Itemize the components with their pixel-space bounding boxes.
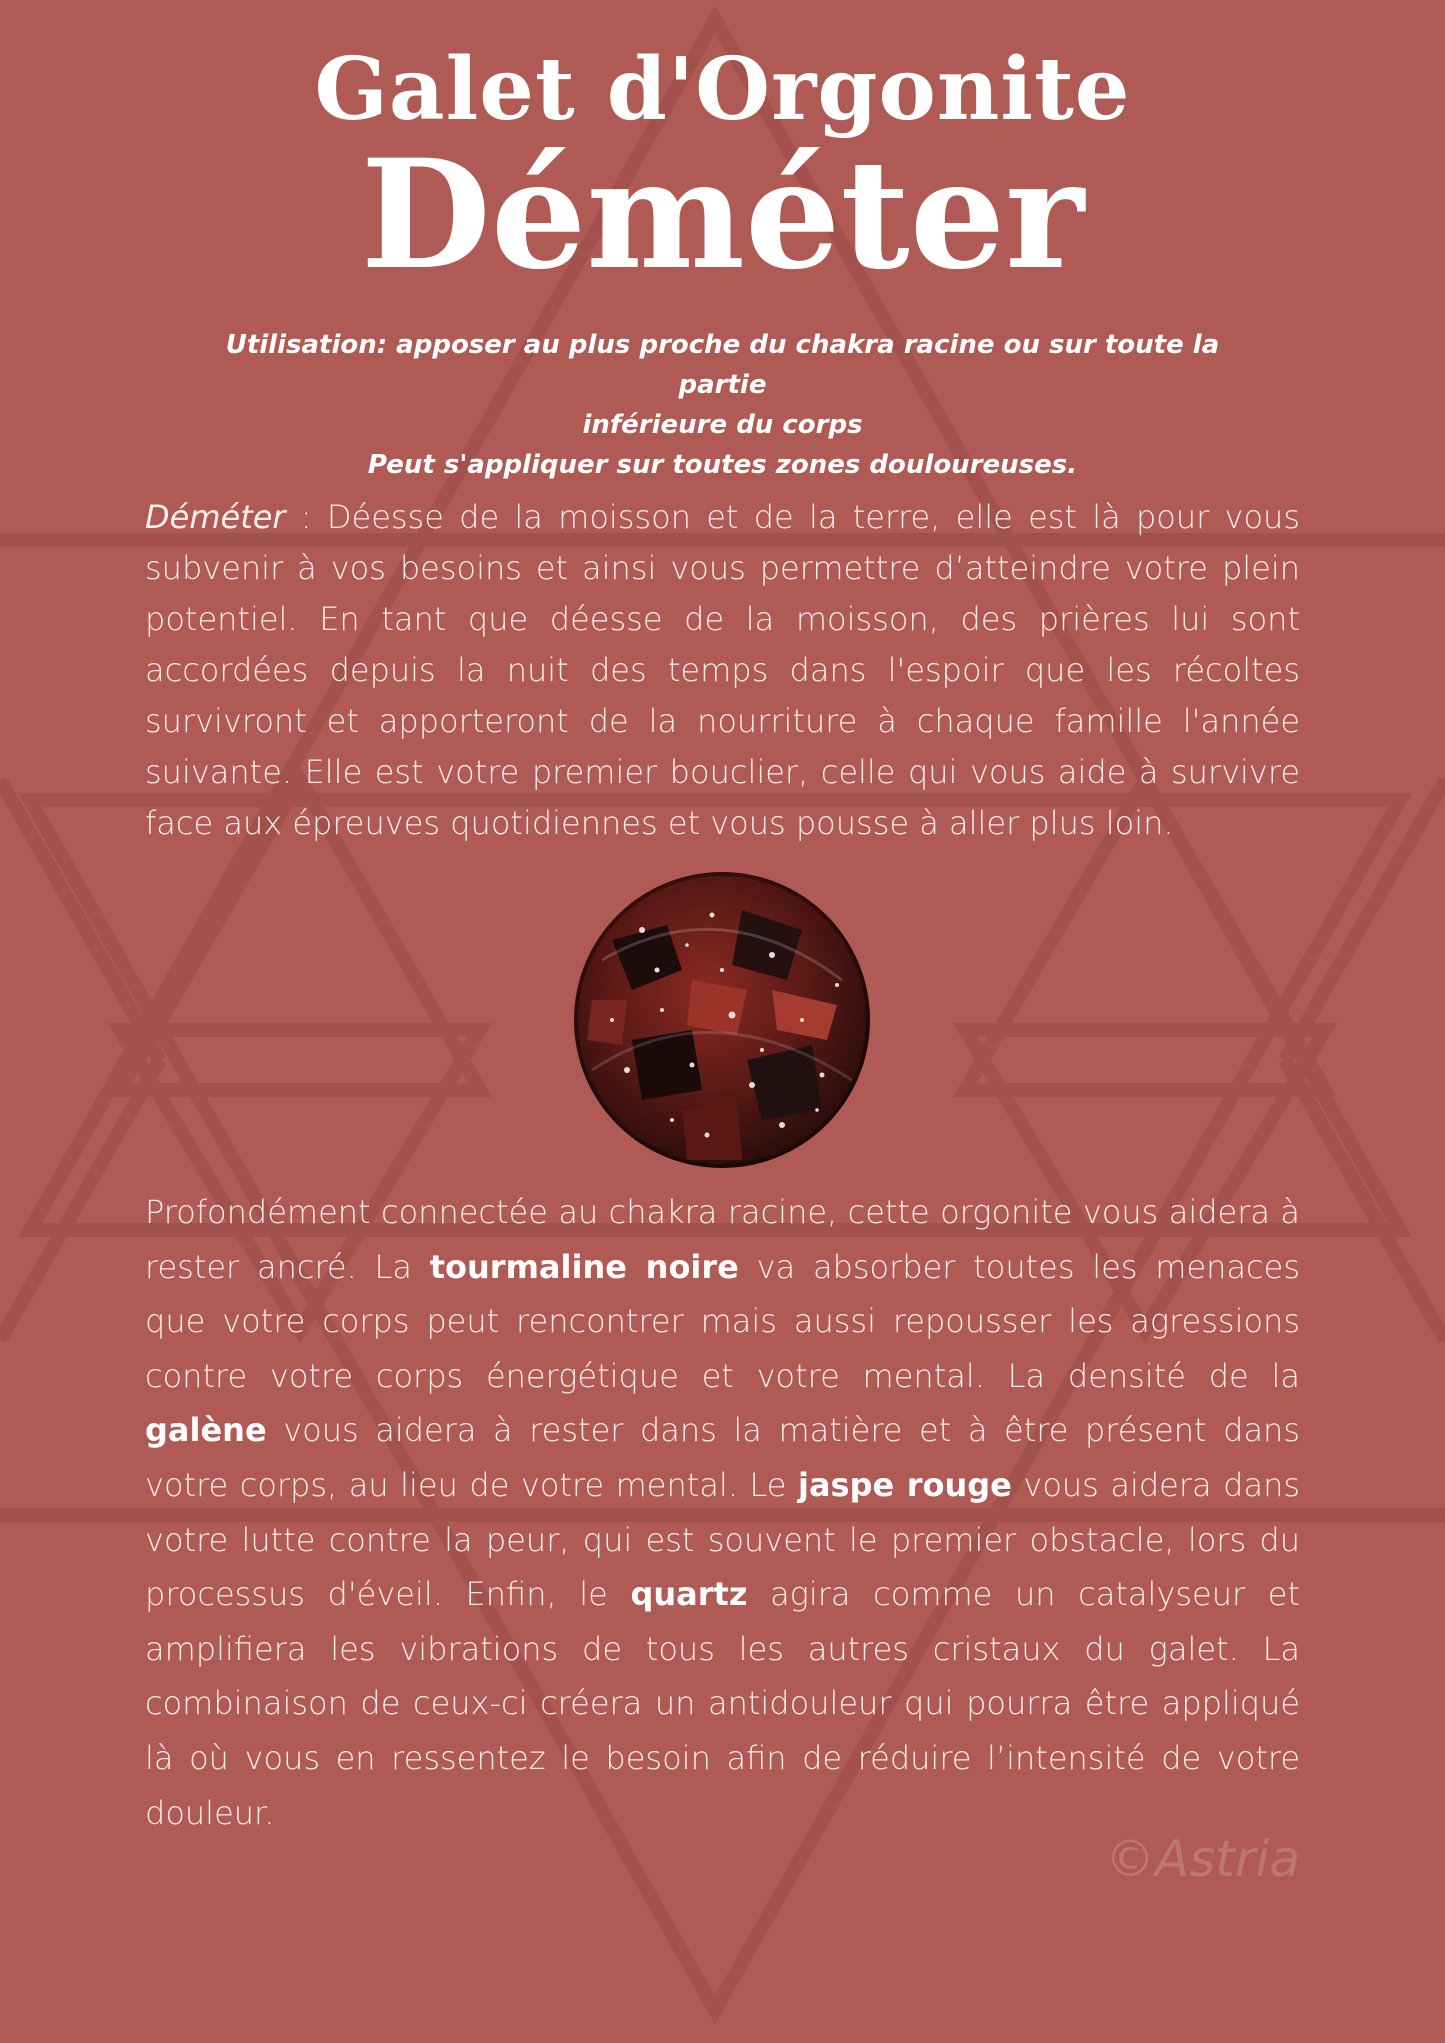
- crystal-jaspe: jaspe rouge: [797, 1465, 1012, 1504]
- intro-paragraph: [145, 492, 1300, 849]
- orgonite-stone-image: [572, 870, 872, 1170]
- details-text-1: Profondément connectée au chakra racine, cette orgonite vous aidera à rester ancré. La: [145, 1193, 1300, 1286]
- crystal-quartz: quartz: [630, 1575, 748, 1614]
- page-title-line1: Galet d'Orgonite: [314, 39, 1131, 140]
- details-text-3: vous aidera à rester dans la matière et à être présent dans votre corps, au lieu de votre mental. Le: [145, 1411, 1300, 1504]
- details-paragraph: [145, 1185, 1300, 1840]
- intro-separator: :: [285, 498, 327, 536]
- usage-line-1: Utilisation: apposer au plus proche du chakra racine ou sur toute la partie: [225, 330, 1220, 400]
- details-text-5: agira comme un catalyseur et amplifiera les vibrations de tous les autres cristaux du galet. La combinaison de ceux-ci créera un antidouleur qui pourra être appliqué là où vous en ressentez le besoin afin de réduire l’intensité de votre douleur.: [145, 1575, 1301, 1832]
- copyright-watermark: ©Astria: [1105, 1830, 1300, 1888]
- usage-instructions: [180, 325, 1265, 485]
- details-text-2: va absorber toutes les menaces que votre corps peut rencontrer mais aussi repousser les agressions contre votre corps énergétique et votre mental. La densité de la: [145, 1247, 1301, 1395]
- usage-line-2: inférieure du corps: [582, 410, 863, 440]
- intro-text: Déesse de la moisson et de la terre, elle est là pour vous subvenir à vos besoins et ainsi vous permettre d’atteindre votre plein potentiel. En tant que déesse de la moisson, des prières lui sont accordées depuis la nuit des temps dans l'espoir que les récoltes survivront et apporteront de la nourriture à chaque famille l'année suivante. Elle est votre premier bouclier, celle qui vous aide à survivre face aux épreuves quotidiennes et vous pousse à aller plus loin.: [145, 498, 1301, 842]
- intro-name: Déméter: [145, 498, 286, 536]
- crystal-galene: galène: [145, 1411, 267, 1450]
- usage-line-3: Peut s'appliquer sur toutes zones douloureuses.: [367, 450, 1078, 480]
- details-text-4: vous aidera dans votre lutte contre la peur, qui est souvent le premier obstacle, lors du processus d'éveil. Enfin, le: [145, 1465, 1301, 1614]
- crystal-tourmaline: tourmaline noire: [429, 1247, 739, 1286]
- page-title-line2: Déméter: [360, 127, 1085, 303]
